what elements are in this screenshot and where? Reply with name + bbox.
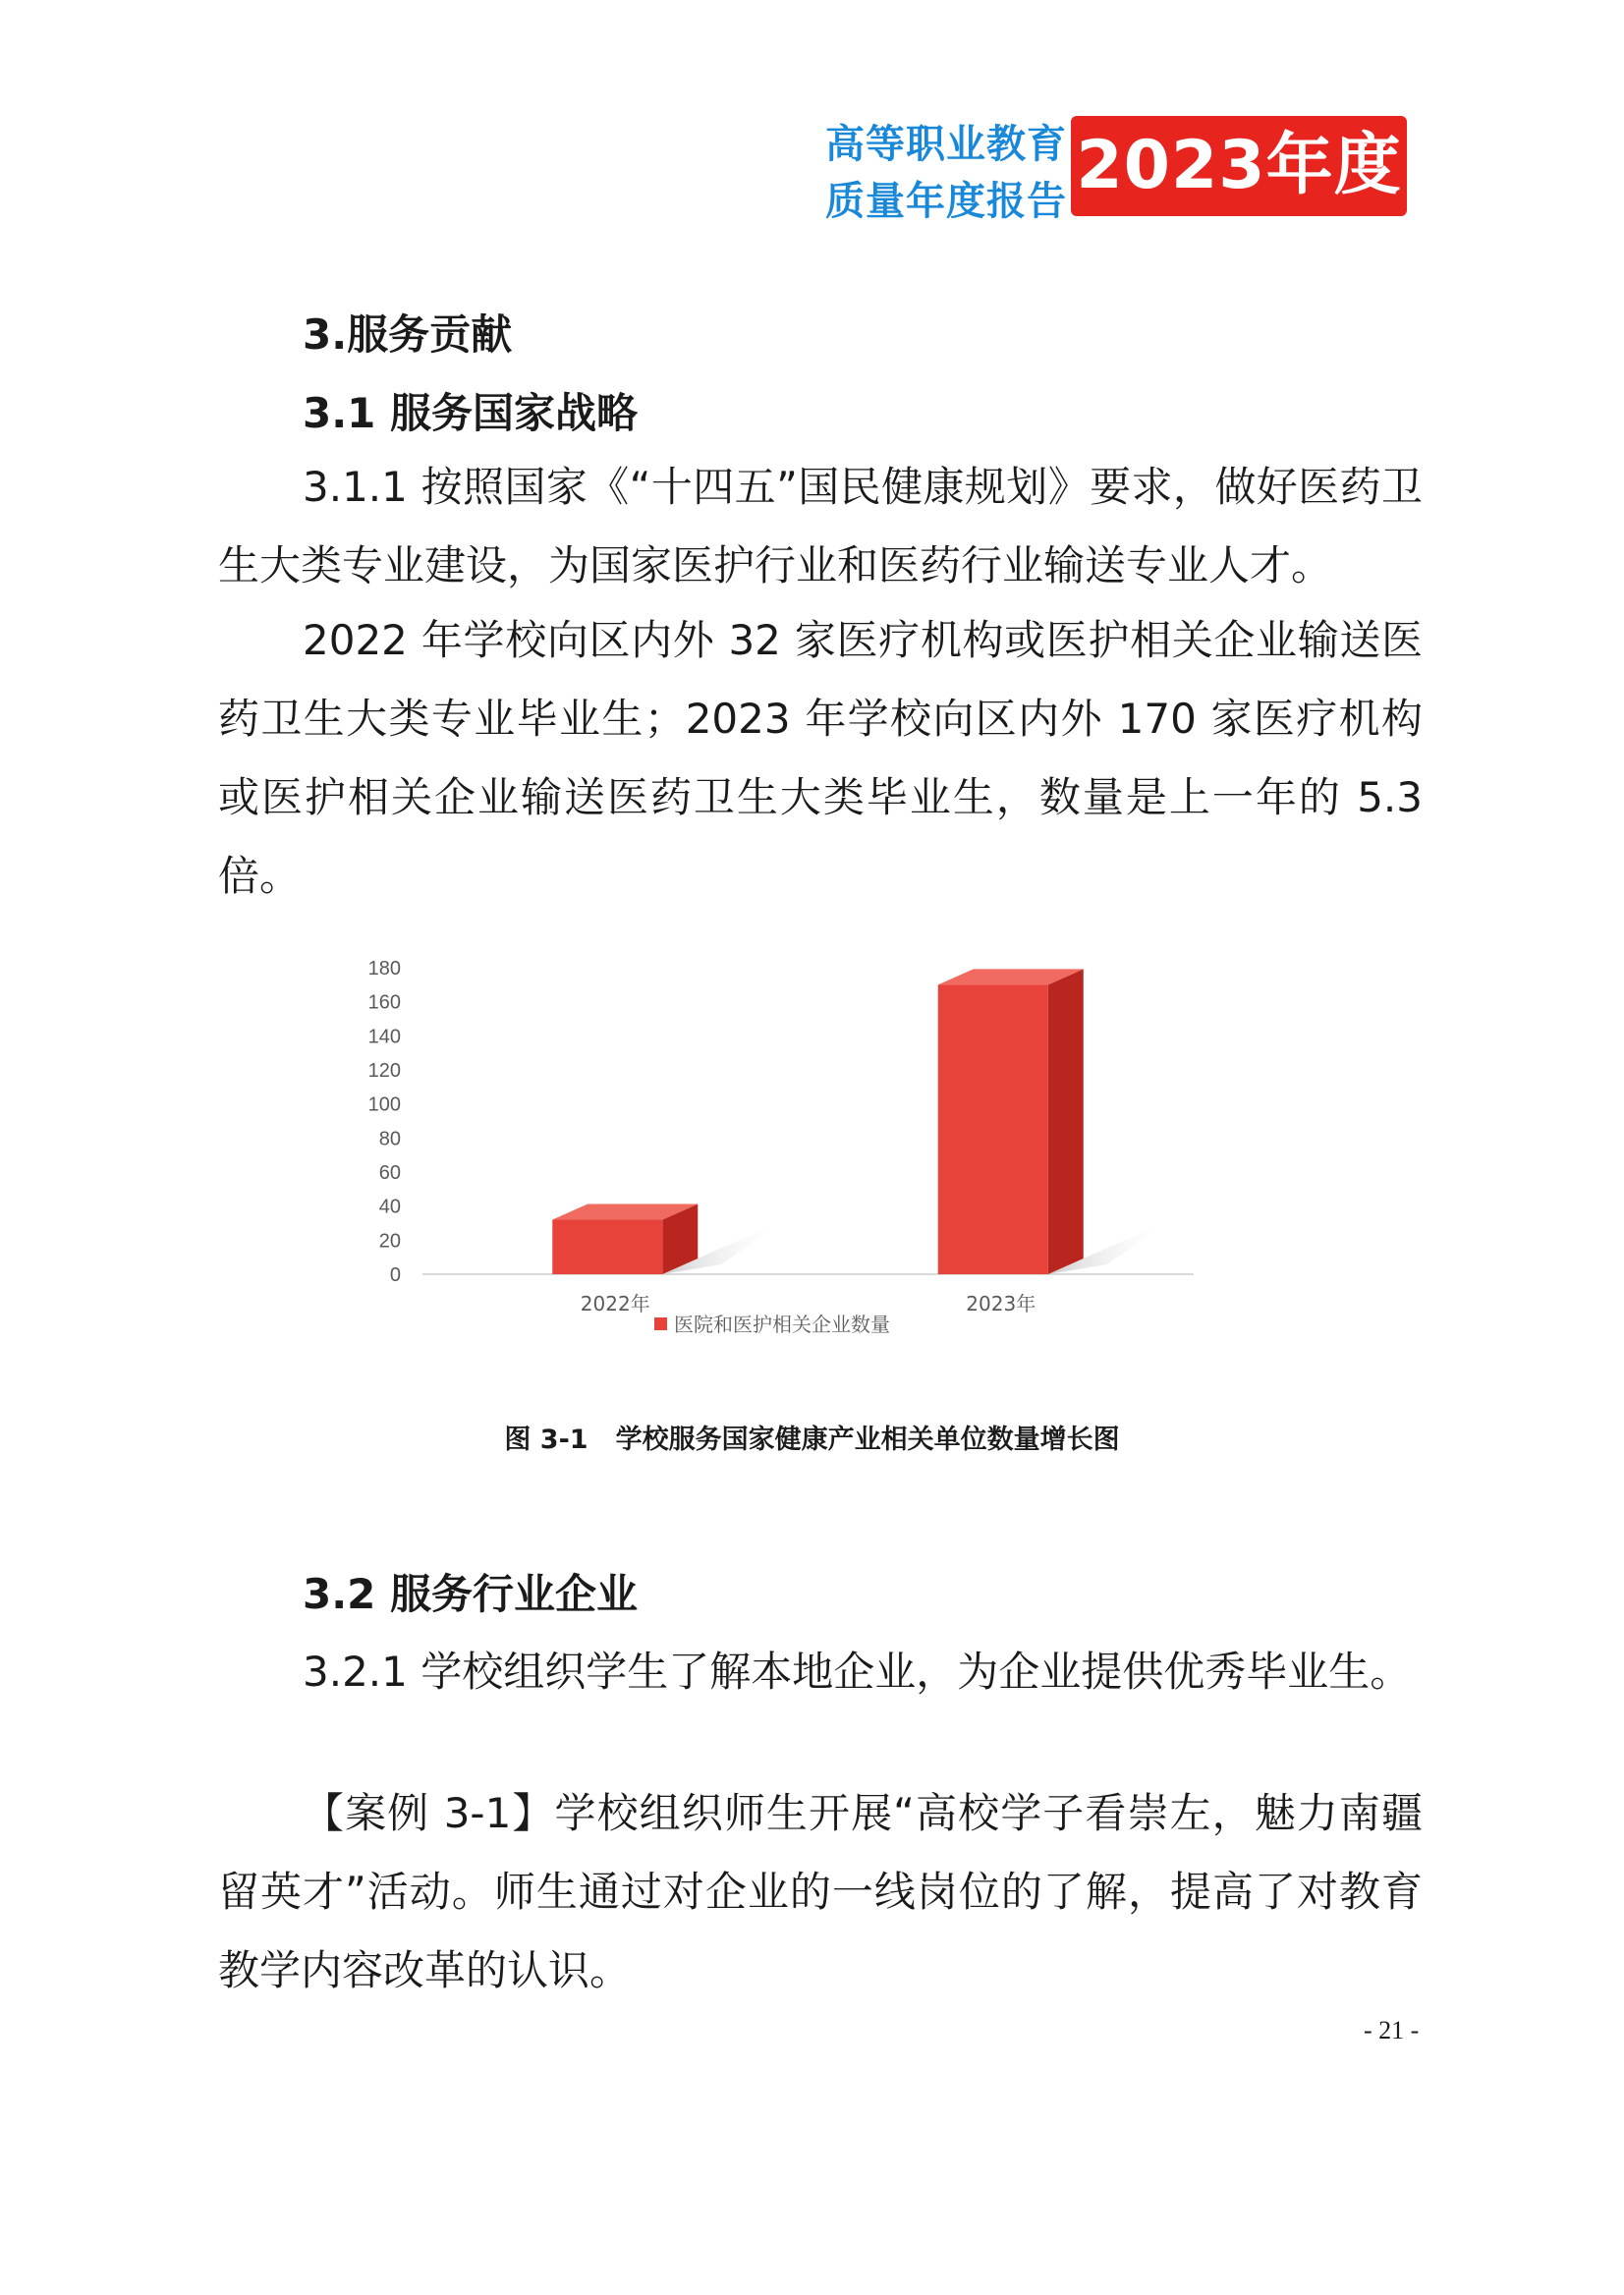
figure-caption-number: 图 3-1 (504, 1425, 588, 1455)
y-tick-label: 20 (378, 1230, 401, 1253)
figure-caption-text: 学校服务国家健康产业相关单位数量增长图 (615, 1425, 1120, 1455)
y-tick-label: 100 (367, 1093, 401, 1116)
subsection-title-3-1: 3.1 服务国家战略 (303, 389, 639, 437)
y-tick-label: 140 (367, 1026, 401, 1048)
y-tick-label: 40 (378, 1196, 401, 1218)
figure-caption (0, 1418, 1624, 1456)
x-tick-label: 2022年 (580, 1292, 650, 1315)
report-title (808, 116, 1067, 230)
paragraph-graduates: 2022 年学校向区内外 32 家医疗机构或医护相关企业输送医药卫生大类专业毕业生；2023 年学校向区内外 170 家医疗机构或医护相关企业输送医药卫生大类毕业生，数量是上一年的 5.3 倍。 (218, 616, 1423, 900)
report-title-line2: 质量年度报告 (825, 179, 1067, 224)
bar-side (1048, 969, 1084, 1274)
subsection-title-3-2: 3.2 服务行业企业 (303, 1570, 639, 1618)
legend-swatch (654, 1317, 667, 1330)
y-tick-label: 80 (378, 1128, 401, 1150)
y-tick-label: 60 (378, 1162, 401, 1184)
page-number: - 21 - (1364, 2016, 1420, 2044)
bar-chart (354, 943, 1218, 1356)
y-tick-label: 180 (367, 958, 401, 980)
y-tick-label: 160 (367, 991, 401, 1014)
x-tick-label: 2023年 (966, 1292, 1036, 1315)
paragraph-3-1-1: 3.1.1 按照国家《“十四五”国民健康规划》要求，做好医药卫生大类专业建设，为国家医护行业和医药行业输送专业人才。 (218, 463, 1423, 589)
y-tick-label: 0 (389, 1264, 401, 1286)
year-badge: 2023年度 (1071, 116, 1407, 216)
section-title: 3.服务贡献 (303, 310, 513, 359)
bar-2023年 (938, 984, 1048, 1274)
report-title-line1: 高等职业教育 (825, 122, 1067, 167)
paragraph-case-3-1: 【案例 3-1】学校组织师生开展“高校学子看崇左，魅力南疆留英才”活动。师生通过对企业的一线岗位的了解，提高了对教育教学内容改革的认识。 (218, 1789, 1423, 1994)
paragraph-3-2-1: 3.2.1 学校组织学生了解本地企业，为企业提供优秀毕业生。 (303, 1648, 1412, 1696)
y-tick-label: 120 (367, 1060, 401, 1082)
legend-label: 医院和医护相关企业数量 (674, 1313, 890, 1336)
bar-2022年 (552, 1220, 662, 1274)
